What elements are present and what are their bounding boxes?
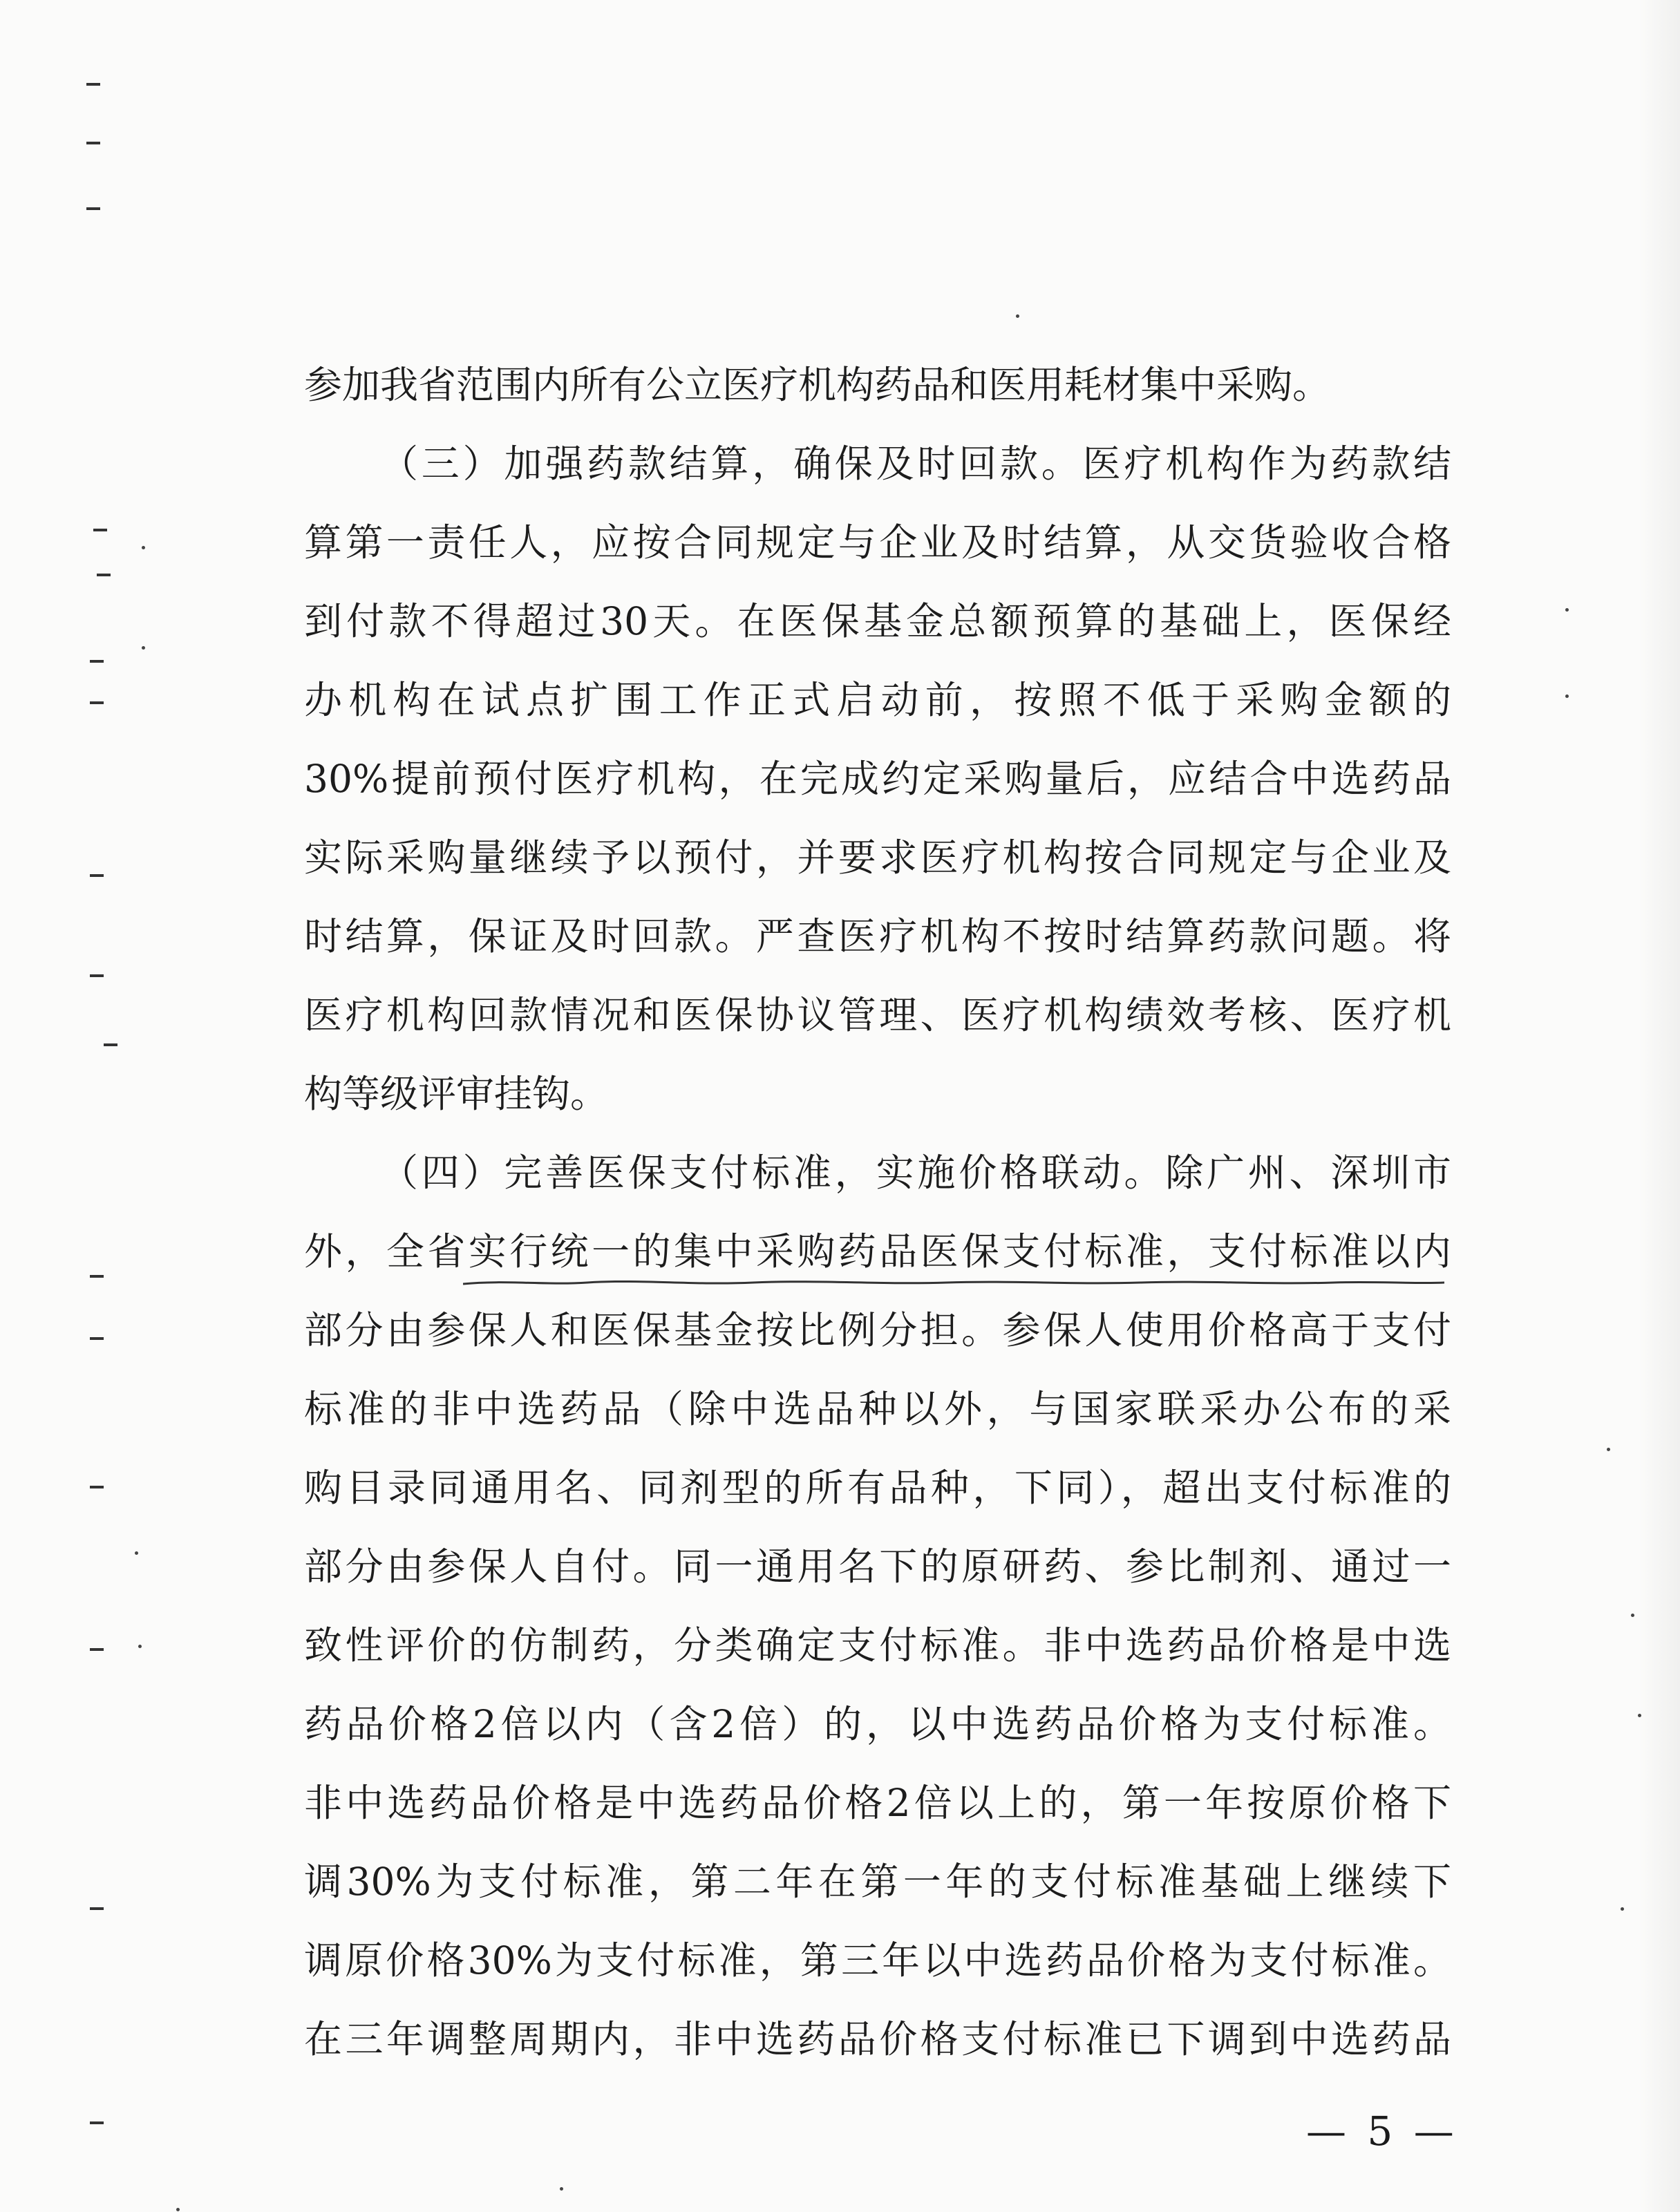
body-text bbox=[304, 346, 1451, 2079]
scan-speck bbox=[1607, 1448, 1610, 1451]
handwritten-underline bbox=[463, 1278, 1444, 1287]
margin-mark bbox=[90, 1486, 104, 1488]
scan-speck bbox=[1565, 694, 1569, 698]
margin-mark bbox=[90, 974, 104, 977]
text-line: 调30%为支付标准，第二年在第一年的支付标准基础上继续下 bbox=[304, 1860, 1451, 1904]
page-number: — 5 — bbox=[1306, 2108, 1458, 2155]
text-line: 办机构在试点扩围工作正式启动前，按照不低于采购金额的 bbox=[304, 678, 1451, 722]
text-line: 外，全省实行统一的集中采购药品医保支付标准，支付标准以内 bbox=[304, 1229, 1451, 1274]
margin-mark bbox=[90, 701, 104, 704]
scan-speck bbox=[135, 1551, 138, 1555]
margin-mark bbox=[90, 2121, 104, 2124]
margin-mark bbox=[90, 1648, 104, 1651]
scan-speck bbox=[1565, 608, 1569, 612]
text-line: 时结算，保证及时回款。严查医疗机构不按时结算药款问题。将 bbox=[304, 914, 1451, 958]
text-line: 标准的非中选药品（除中选品种以外，与国家联采办公布的采 bbox=[304, 1387, 1451, 1431]
text-line: 非中选药品价格是中选药品价格2倍以上的，第一年按原价格下 bbox=[304, 1781, 1451, 1825]
text-line: 药品价格2倍以内（含2倍）的，以中选药品价格为支付标准。 bbox=[304, 1702, 1451, 1746]
scan-speck bbox=[560, 2187, 563, 2191]
scan-speck bbox=[1016, 314, 1019, 318]
text-line: 致性评价的仿制药，分类确定支付标准。非中选药品价格是中选 bbox=[304, 1623, 1451, 1667]
margin-mark bbox=[97, 574, 111, 576]
text-line: 部分由参保人和医保基金按比例分担。参保人使用价格高于支付 bbox=[304, 1308, 1451, 1352]
scan-speck bbox=[1631, 1614, 1634, 1617]
margin-mark bbox=[86, 83, 100, 86]
text-line: 算第一责任人，应按合同规定与企业及时结算，从交货验收合格 bbox=[304, 520, 1451, 565]
text-line: 部分由参保人自付。同一通用名下的原研药、参比制剂、通过一 bbox=[304, 1544, 1451, 1589]
text-line: 在三年调整周期内，非中选药品价格支付标准已下调到中选药品 bbox=[304, 2017, 1451, 2061]
text-line: 医疗机构回款情况和医保协议管理、医疗机构绩效考核、医疗机 bbox=[304, 993, 1451, 1037]
text-line: 构等级评审挂钩。 bbox=[304, 1072, 609, 1116]
text-line: （四）完善医保支付标准，实施价格联动。除广州、深圳市 bbox=[380, 1151, 1451, 1195]
scan-speck bbox=[1621, 1907, 1624, 1911]
scan-speck bbox=[142, 646, 145, 650]
text-line: 30%提前预付医疗机构，在完成约定采购量后，应结合中选药品 bbox=[304, 757, 1451, 801]
scan-speck bbox=[176, 2208, 180, 2211]
text-line: （三）加强药款结算，确保及时回款。医疗机构作为药款结 bbox=[380, 442, 1451, 486]
margin-mark bbox=[86, 207, 100, 210]
scan-edge-shadow bbox=[1639, 0, 1680, 2212]
scan-speck bbox=[142, 546, 145, 549]
margin-mark bbox=[90, 1275, 104, 1278]
text-line: 参加我省范围内所有公立医疗机构药品和医用耗材集中采购。 bbox=[304, 363, 1331, 407]
text-line: 调原价格30%为支付标准，第三年以中选药品价格为支付标准。 bbox=[304, 1938, 1451, 1983]
margin-mark bbox=[86, 142, 100, 144]
margin-mark bbox=[90, 660, 104, 663]
scan-speck bbox=[138, 1645, 142, 1648]
margin-mark bbox=[93, 529, 107, 531]
margin-mark bbox=[90, 874, 104, 877]
text-line: 购目录同通用名、同剂型的所有品种，下同），超出支付标准的 bbox=[304, 1466, 1451, 1510]
margin-mark bbox=[104, 1043, 117, 1046]
scan-speck bbox=[1638, 1714, 1641, 1717]
margin-mark bbox=[90, 1907, 104, 1910]
margin-mark bbox=[90, 1337, 104, 1340]
text-line: 到付款不得超过30天。在医保基金总额预算的基础上，医保经 bbox=[304, 599, 1451, 643]
text-line: 实际采购量继续予以预付，并要求医疗机构按合同规定与企业及 bbox=[304, 835, 1451, 880]
